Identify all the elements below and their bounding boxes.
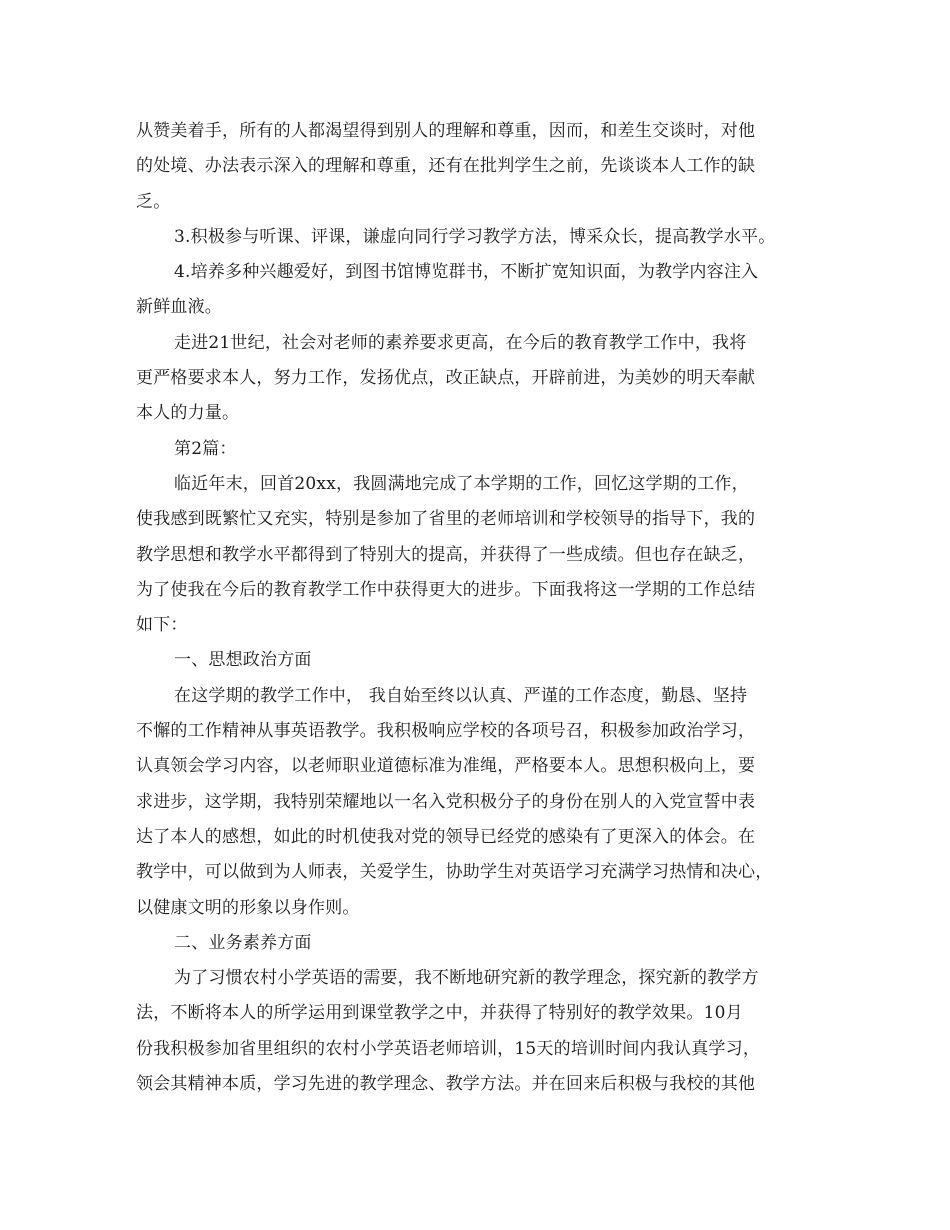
text-line: 教学思想和教学水平都得到了特别大的提高，并获得了一些成绩。但也存在缺乏， (136, 544, 756, 565)
text-line: 乏。 (136, 191, 171, 212)
text-line: 临近年末，回首20xx，我圆满地完成了本学期的工作，回忆这学期的工作， (174, 473, 749, 494)
text-line: 走进21世纪，社会对老师的素养要求更高，在今后的教育教学工作中，我将 (174, 332, 747, 353)
text-line: 第2篇： (174, 438, 237, 459)
text-line: 如下： (136, 615, 188, 636)
text-line: 使我感到既繁忙又充实，特别是参加了省里的老师培训和学校领导的指导下，我的 (136, 509, 756, 530)
text-line: 在这学期的教学工作中， 我自始至终以认真、严谨的工作态度，勤恳、坚持 (174, 685, 748, 706)
text-line: 法，不断将本人的所学运用到课堂教学之中，并获得了特别好的教学效果。10月 (136, 1003, 743, 1024)
document-body (136, 114, 826, 1102)
text-line: 新鲜血液。 (136, 297, 222, 318)
text-line: 为了习惯农村小学英语的需要，我不断地研究新的教学理念，探究新的教学方 (174, 968, 759, 989)
text-line: 二、业务素养方面 (174, 932, 312, 953)
text-line: 本人的力量。 (136, 403, 240, 424)
text-line: 以健康文明的形象以身作则。 (136, 897, 360, 918)
text-line: 不懈的工作精神从事英语教学。我积极响应学校的各项号召，积极参加政治学习， (136, 721, 756, 742)
text-line: 份我积极参加省里组织的农村小学英语老师培训，15天的培训时间内我认真学习， (136, 1038, 761, 1059)
text-line: 求进步，这学期，我特别荣耀地以一名入党积极分子的身份在别人的入党宣誓中表 (136, 791, 756, 812)
text-line: 领会其精神本质，学习先进的教学理念、教学方法。并在回来后积极与我校的其他 (136, 1074, 756, 1095)
text-line: 为了使我在今后的教育教学工作中获得更大的进步。下面我将这一学期的工作总结 (136, 579, 756, 600)
text-line: 从赞美着手，所有的人都渴望得到别人的理解和尊重，因而，和差生交谈时，对他 (136, 121, 756, 141)
text-line: 认真领会学习内容，以老师职业道德标准为准绳，严格要本人。思想积极向上，要 (136, 756, 756, 777)
text-line: 教学中，可以做到为人师表，关爱学生，协助学生对英语学习充满学习热情和决心， (136, 862, 773, 883)
text-line: 3.积极参与听课、评课，谦虚向同行学习教学方法，博采众长，提高教学水平。 (174, 226, 776, 247)
text-line: 达了本人的感想，如此的时机使我对党的领导已经党的感染有了更深入的体会。在 (136, 826, 756, 847)
text-line: 更严格要求本人，努力工作，发扬优点，改正缺点，开辟前进，为美妙的明天奉献 (136, 368, 756, 389)
text-line: 的处境、办法表示深入的理解和尊重，还有在批判学生之前，先谈谈本人工作的缺 (136, 156, 756, 177)
text-line: 一、思想政治方面 (174, 650, 312, 671)
text-line: 4.培养多种兴趣爱好，到图书馆博览群书，不断扩宽知识面，为教学内容注入 (174, 262, 759, 283)
